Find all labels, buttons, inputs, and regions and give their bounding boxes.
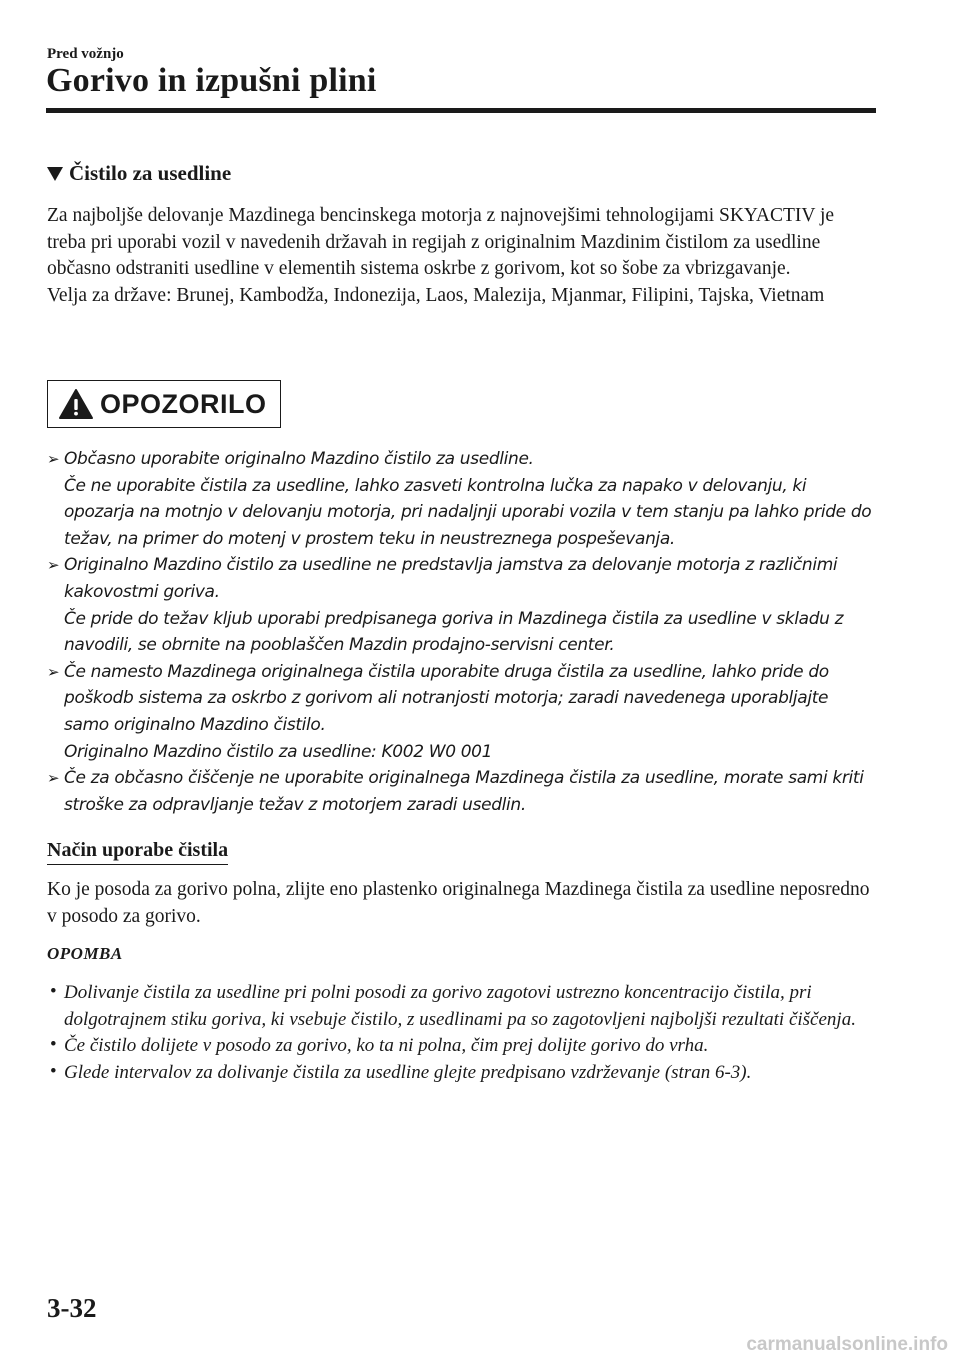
warning-triangle-icon <box>58 388 94 420</box>
note-item: • Dolivanje čistila za usedline pri polni posodi za gorivo zagotovi ustrezno koncentracijo čistila, pri dolgotrajnem stiku goriva, ki vsebuje čistilo, z usedlinami pa so zagotovljeni najboljši rezultati čiščenja. <box>50 981 856 1030</box>
section-heading-text: Čistilo za usedline <box>69 161 232 185</box>
intro-paragraph: Za najboljše delovanje Mazdinega bencinskega motorja z najnovejšimi tehnologijami SKYACTIV je treba pri uporabi vozil v navedenih državah in regijah z originalnim Mazdinim čistilom za usedline občasno odstraniti usedline v elementih sistema oskrbe z gorivom, kot so šobe za vbrizgavanje. <box>47 205 835 279</box>
arrow-icon: ➢ <box>47 556 60 575</box>
note-label: OPOMBA <box>47 944 123 963</box>
warning-item-detail: Če ne uporabite čistila za usedline, lahko zasveti kontrolna lučka za napako v delovanju, ki opozarja na motnjo v delovanju motorja, pri nadaljnji uporabi vozila v tem stanju pa lahko pride do težav, na primer do motenj v prostem teku in neustreznega pospeševanja. <box>64 475 872 549</box>
warning-item: ➢ Občasno uporabite originalno Mazdino čistilo za usedline. <box>47 446 877 473</box>
section-heading <box>47 161 231 186</box>
bullet-icon: • <box>50 1060 57 1082</box>
warning-item-detail: Če pride do težav kljub uporabi predpisanega goriva in Mazdinega čistila za usedline v skladu z navodili, se obrnite na pooblaščen Mazdin prodajno-servisni center. <box>64 608 844 656</box>
usage-heading: Način uporabe čistila <box>47 839 228 865</box>
intro-text <box>47 203 877 309</box>
triangle-down-icon <box>47 167 63 181</box>
page-number: 3-32 <box>47 1293 97 1323</box>
warning-item: ➢ Če namesto Mazdinega originalnega čistila uporabite druga čistila za usedline, lahko pride do poškodb sistema za oskrbo z gorivom ali notranjosti motorja; zaradi navedenega uporabljajte samo originalno Mazdino čistilo. <box>47 659 877 739</box>
arrow-icon: ➢ <box>47 769 60 788</box>
warning-item: ➢ Originalno Mazdino čistilo za usedline ne predstavlja jamstva za delovanje motorja z različnimi kakovostmi goriva. <box>47 552 877 605</box>
warning-label: OPOZORILO <box>100 388 267 419</box>
warning-list <box>47 446 877 818</box>
note-item: • Če čistilo dolijete v posodo za gorivo, ko ta ni polna, čim prej dolijte gorivo do vrha. <box>47 1033 877 1060</box>
header-divider <box>46 108 876 113</box>
intro-countries: Velja za države: Brunej, Kambodža, Indonezija, Laos, Malezija, Mjanmar, Filipini, Tajska, Vietnam <box>47 284 825 306</box>
section-label: Pred vožnjo <box>47 46 124 62</box>
note-item: • Glede intervalov za dolivanje čistila za usedline glejte predpisano vzdrževanje (stran 6-3). <box>47 1060 877 1087</box>
warning-box <box>47 380 281 428</box>
arrow-icon: ➢ <box>47 450 60 468</box>
warning-item: ➢ Če za občasno čiščenje ne uporabite originalnega Mazdinega čistila za usedline, morate sami kriti stroške za odpravljanje težav z motorjem zaradi usedlin. <box>47 765 877 818</box>
bullet-icon: • <box>50 981 57 1002</box>
warning-item-detail: Originalno Mazdino čistilo za usedline: K002 W0 001 <box>64 741 493 762</box>
bullet-icon: • <box>50 1034 57 1056</box>
watermark: carmanualsonline.info <box>746 1334 948 1355</box>
page-title: Gorivo in izpušni plini <box>46 62 377 99</box>
usage-paragraph: Ko je posoda za gorivo polna, zlijte eno plastenko originalnega Mazdinega čistila za usedline neposredno v posodo za gorivo. <box>47 879 870 927</box>
note-list <box>47 980 877 1086</box>
arrow-icon: ➢ <box>47 662 60 681</box>
